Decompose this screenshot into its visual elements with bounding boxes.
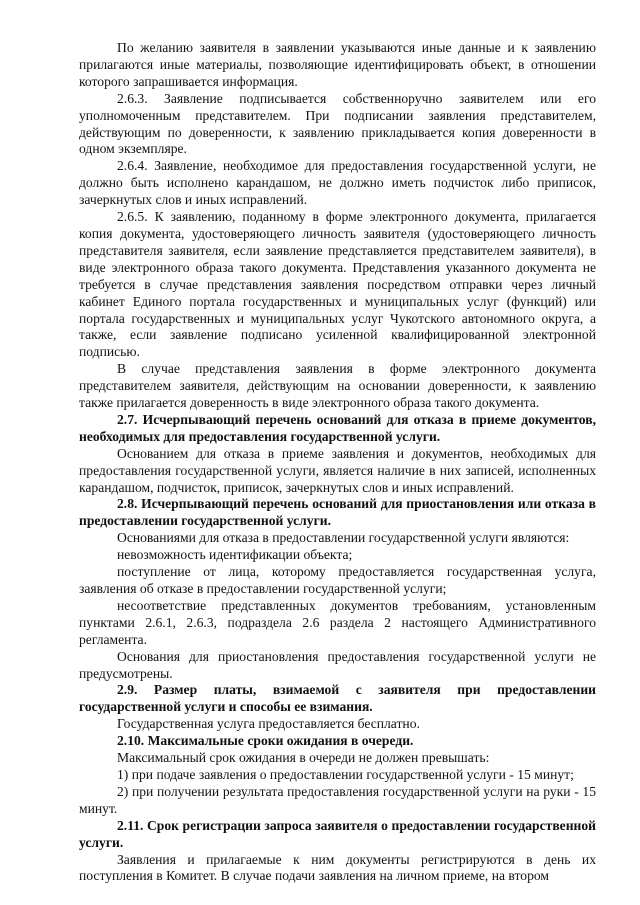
paragraph-2-6-5: 2.6.5. К заявлению, поданному в форме электронного документа, прилагается копия документа, удостоверяющего личность заявителя (удостоверяющего личность представителя заявителя, если заявление представляется представителем заявителя), в виде электронного образа такого документа. Представления указанного документа не требуется в случае представления заявления посредством отправки через личный кабинет Единого портала государственных и муниципальных услуг (функций) или портала государственных и муниципальных услуг Чукотского автономного округа, а также, если заявление подписано усиленной квалифицированной электронной подписью. <box>79 209 596 360</box>
paragraph-refusal-intro: Основаниями для отказа в предоставлении государственной услуги являются: <box>117 530 570 546</box>
heading-2-10: 2.10. Максимальные сроки ожидания в очереди. <box>117 733 414 749</box>
paragraph-suspension: Основания для приостановления предоставления государственной услуги не предусмотрены. <box>79 648 596 681</box>
paragraph-refusal-grounds: Основанием для отказа в приеме заявления и документов, необходимых для предоставления государственной услуги, является наличие в них записей, исполненных карандашом, подчисток, приписок, зачеркнутых слов и иных исправлений. <box>79 445 596 495</box>
paragraph-2-6-3: 2.6.3. Заявление подписывается собственноручно заявителем или его уполномоченным представителем. При подписании заявления представителем, действующим по доверенности, к заявлению прикладывается копия доверенности в одном экземпляре. <box>79 90 596 157</box>
paragraph-registration: Заявления и прилагаемые к ним документы регистрируются в день их поступления в Комитет. В случае подачи заявления на личном приеме, на втором <box>79 851 596 884</box>
paragraph-electronic-proxy: В случае представления заявления в форме электронного документа представителем заявителя, действующим на основании доверенности, к заявлению также прилагается доверенность в виде электронного образа такого документа. <box>79 361 596 411</box>
list-item-noncompliance: несоответствие представленных документов требованиям, установленным пунктами 2.6.1, 2.6.3, подраздела 2.6 раздела 2 настоящего Административного регламента. <box>79 597 596 647</box>
list-item-refusal-request: поступление от лица, которому предоставляется государственная услуга, заявления об отказе в предоставлении государственной услуги; <box>79 564 596 596</box>
list-item-identification: невозможность идентификации объекта; <box>117 547 353 563</box>
paragraph-free-service: Государственная услуга предоставляется бесплатно. <box>117 716 420 732</box>
heading-2-7: 2.7. Исчерпывающий перечень оснований для отказа в приеме документов, необходимых для предоставления государственной услуги. <box>79 411 596 444</box>
heading-2-11: 2.11. Срок регистрации запроса заявителя о предоставлении государственной услуги. <box>79 817 596 850</box>
heading-2-8: 2.8. Исчерпывающий перечень оснований для приостановления или отказа в предоставлении государственной услуги. <box>79 496 596 529</box>
paragraph-additional-data: По желанию заявителя в заявлении указываются иные данные и к заявлению прилагаются иные материалы, позволяющие идентифицировать объект, в отношении которого запрашивается информация. <box>79 40 596 89</box>
paragraph-max-wait: Максимальный срок ожидания в очереди не должен превышать: <box>117 750 490 766</box>
heading-2-9: 2.9. Размер платы, взимаемой с заявителя при предоставлении государственной услуги и способы ее взимания. <box>79 682 596 715</box>
paragraph-2-6-4: 2.6.4. Заявление, необходимое для предоставления государственной услуги, не должно быть исполнено карандашом, не должно иметь подчисток либо приписок, зачеркнутых слов и иных исправлений. <box>79 158 596 208</box>
list-item-wait-result: 2) при получении результата предоставления государственной услуги на руки - 15 минут. <box>79 783 596 816</box>
list-item-wait-submission: 1) при подаче заявления о предоставлении государственной услуги - 15 минут; <box>117 766 574 782</box>
